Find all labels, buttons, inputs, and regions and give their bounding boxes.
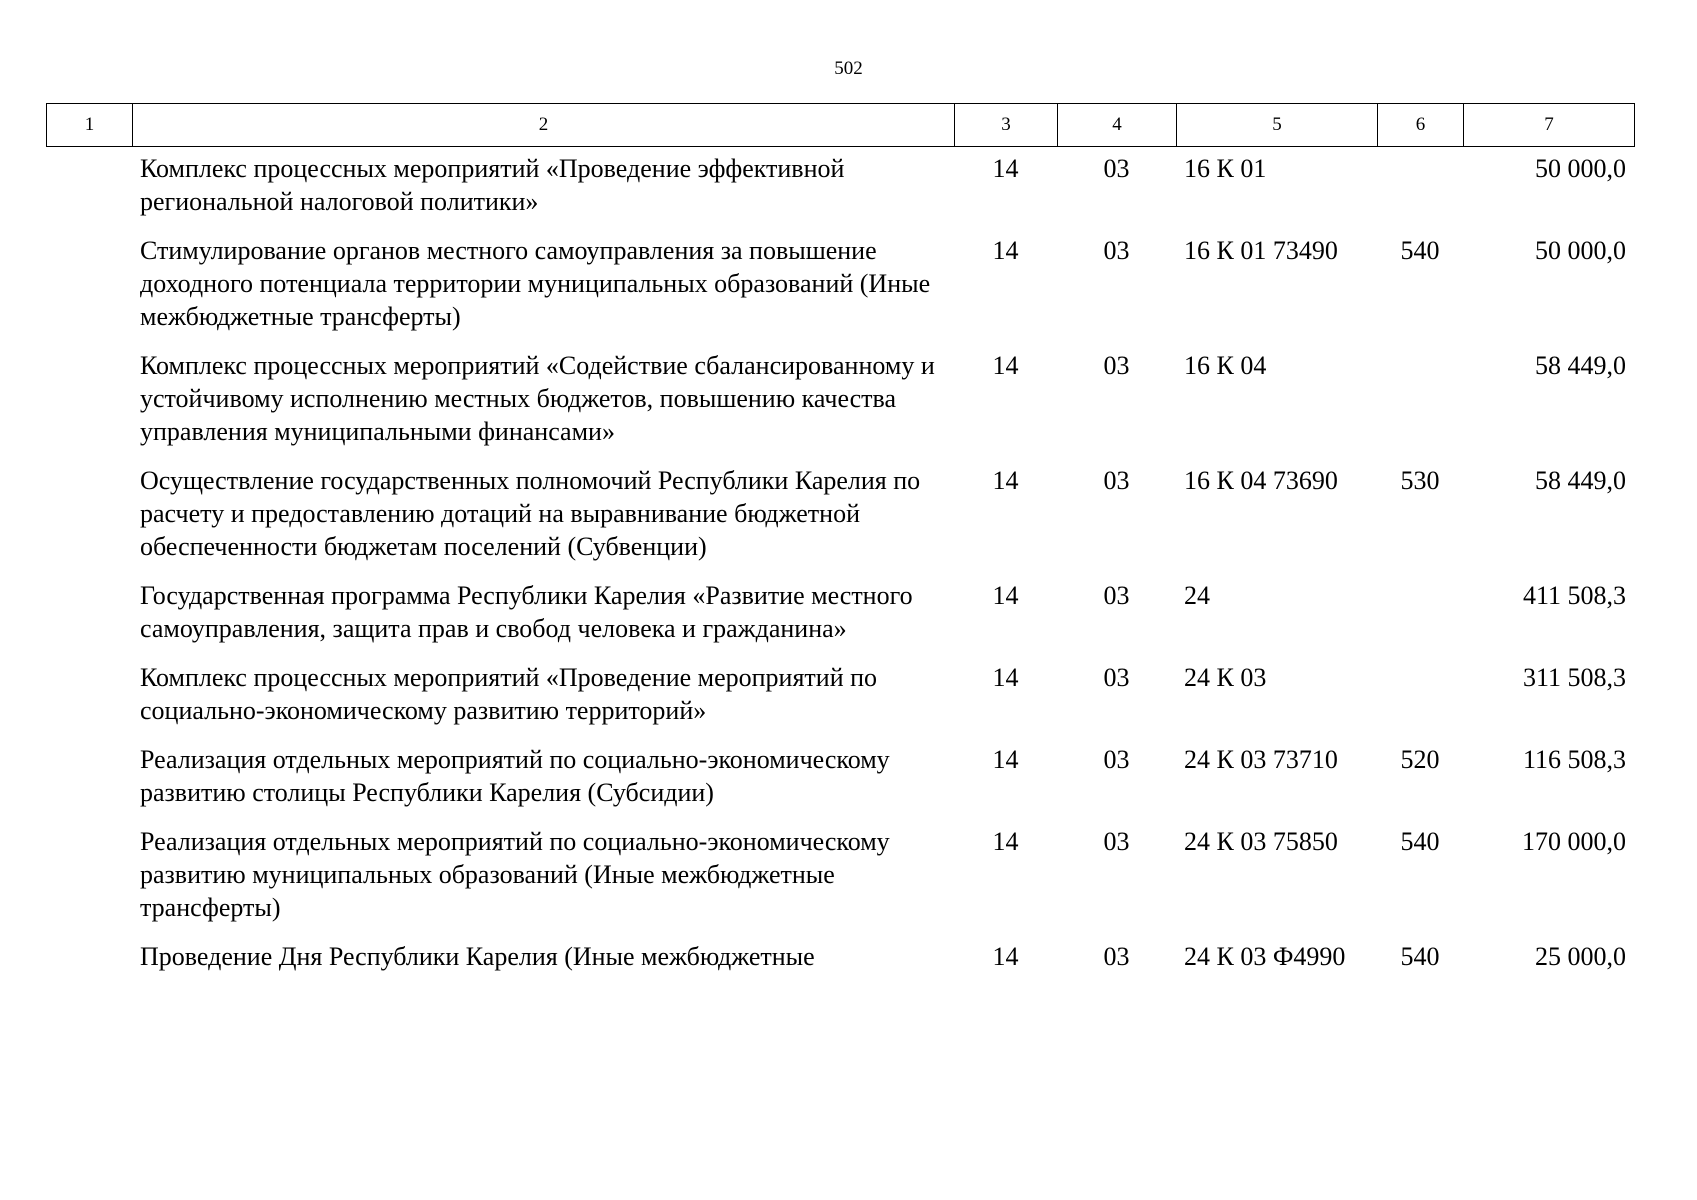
row-name-cell: Проведение Дня Республики Карелия (Иные межбюджетные	[140, 942, 815, 971]
row-subsection-cell: 03	[1103, 466, 1130, 495]
row-name-cell: Государственная программа Республики Карелия «Развитие местного самоуправления, защита прав и свобод человека и гражданина»	[140, 581, 913, 643]
column-header-table	[46, 103, 1635, 147]
row-amount-cell: 170 000,0	[1522, 827, 1626, 856]
table-row	[46, 940, 1634, 989]
table-row	[46, 661, 1634, 743]
row-expense-type-cell	[1377, 579, 1463, 661]
row-name-cell: Стимулирование органов местного самоуправления за повышение доходного потенциала территории муниципальных образований (Иные межбюджетные трансферты)	[140, 236, 931, 331]
row-name-cell: Комплекс процессных мероприятий «Содействие сбалансированному и устойчивому исполнению местных бюджетов, повышению качества управления муниципальными финансами»	[140, 351, 935, 446]
row-section-cell: 14	[992, 351, 1019, 380]
row-section-cell: 14	[992, 663, 1019, 692]
row-col1-cell	[46, 579, 132, 661]
table-row	[46, 743, 1634, 825]
row-expense-type-cell: 540	[1400, 236, 1440, 265]
row-name-cell: Комплекс процессных мероприятий «Проведение мероприятий по социально-экономическому развитию территорий»	[140, 663, 878, 725]
column-header-3: 3	[955, 104, 1058, 147]
row-subsection-cell: 03	[1103, 827, 1130, 856]
row-amount-cell: 116 508,3	[1522, 745, 1626, 774]
row-col1-cell	[46, 743, 132, 825]
row-amount-cell: 58 449,0	[1535, 351, 1626, 380]
column-header-1: 1	[47, 104, 133, 147]
column-header-4: 4	[1058, 104, 1177, 147]
column-header-2: 2	[133, 104, 955, 147]
row-target-code-cell: 24	[1184, 581, 1210, 610]
row-subsection-cell: 03	[1103, 581, 1130, 610]
table-row	[46, 579, 1634, 661]
row-subsection-cell: 03	[1103, 351, 1130, 380]
column-header-6: 6	[1378, 104, 1464, 147]
row-expense-type-cell: 520	[1400, 745, 1440, 774]
row-name-cell: Комплекс процессных мероприятий «Проведение эффективной региональной налоговой политики»	[140, 154, 845, 216]
row-name-cell: Реализация отдельных мероприятий по социально-экономическому развитию муниципальных образований (Иные межбюджетные трансферты)	[140, 827, 890, 922]
table-row	[46, 152, 1634, 234]
row-target-code-cell: 24 К 03 75850	[1184, 827, 1338, 856]
table-row	[46, 349, 1634, 464]
row-expense-type-cell: 540	[1400, 827, 1440, 856]
row-amount-cell: 411 508,3	[1522, 581, 1626, 610]
row-expense-type-cell	[1377, 661, 1463, 743]
row-expense-type-cell: 540	[1400, 942, 1440, 971]
row-target-code-cell: 16 К 01 73490	[1184, 236, 1338, 265]
row-amount-cell: 25 000,0	[1535, 942, 1626, 971]
column-header-7: 7	[1464, 104, 1635, 147]
row-col1-cell	[46, 349, 132, 464]
table-row	[46, 825, 1634, 940]
row-amount-cell: 58 449,0	[1535, 466, 1626, 495]
row-amount-cell: 311 508,3	[1522, 663, 1626, 692]
row-target-code-cell: 16 К 04	[1184, 351, 1267, 380]
page-number: 502	[834, 58, 863, 79]
column-header-row	[47, 104, 1635, 147]
row-target-code-cell: 24 К 03 Ф4990	[1184, 942, 1346, 971]
row-expense-type-cell: 530	[1400, 466, 1440, 495]
budget-table	[46, 152, 1634, 989]
column-header-5: 5	[1177, 104, 1378, 147]
row-col1-cell	[46, 234, 132, 349]
table-row	[46, 234, 1634, 349]
row-target-code-cell: 24 К 03 73710	[1184, 745, 1338, 774]
row-subsection-cell: 03	[1103, 745, 1130, 774]
row-col1-cell	[46, 464, 132, 579]
row-target-code-cell: 16 К 01	[1184, 154, 1267, 183]
row-target-code-cell: 24 К 03	[1184, 663, 1267, 692]
row-col1-cell	[46, 825, 132, 940]
row-section-cell: 14	[992, 581, 1019, 610]
row-subsection-cell: 03	[1103, 236, 1130, 265]
row-target-code-cell: 16 К 04 73690	[1184, 466, 1338, 495]
row-section-cell: 14	[992, 827, 1019, 856]
row-expense-type-cell	[1377, 349, 1463, 464]
row-amount-cell: 50 000,0	[1535, 154, 1626, 183]
row-section-cell: 14	[992, 466, 1019, 495]
row-col1-cell	[46, 940, 132, 989]
row-section-cell: 14	[992, 942, 1019, 971]
row-subsection-cell: 03	[1103, 154, 1130, 183]
row-col1-cell	[46, 152, 132, 234]
table-row	[46, 464, 1634, 579]
row-section-cell: 14	[992, 745, 1019, 774]
row-section-cell: 14	[992, 236, 1019, 265]
row-subsection-cell: 03	[1103, 942, 1130, 971]
row-section-cell: 14	[992, 154, 1019, 183]
row-subsection-cell: 03	[1103, 663, 1130, 692]
row-expense-type-cell	[1377, 152, 1463, 234]
row-name-cell: Реализация отдельных мероприятий по социально-экономическому развитию столицы Республики Карелия (Субсидии)	[140, 745, 890, 807]
row-amount-cell: 50 000,0	[1535, 236, 1626, 265]
row-name-cell: Осуществление государственных полномочий Республики Карелия по расчету и предоставлению дотаций на выравнивание бюджетной обеспеченности бюджетам поселений (Субвенции)	[140, 466, 921, 561]
row-col1-cell	[46, 661, 132, 743]
